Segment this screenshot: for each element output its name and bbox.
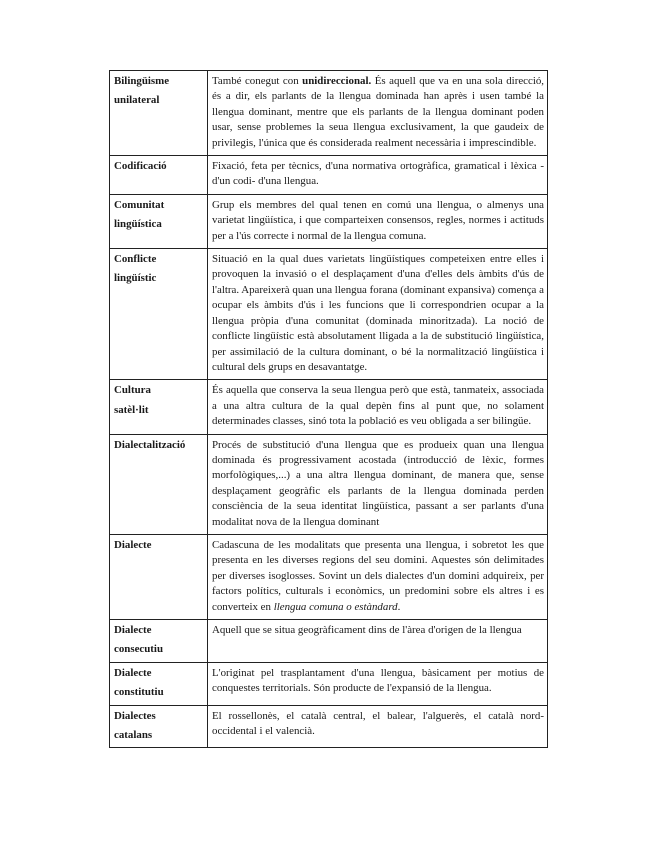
glossary-definition [208,620,548,663]
glossary-term [110,662,208,705]
definition-text: Fixació, feta per tècnics, d'una normativa ortogràfica, gramatical i lèxica -d'un codi- d'una llengua. [212,160,544,188]
glossary-term [110,534,208,619]
definition-text: És aquella que conserva la seua llengua però que està, tanmateix, associada a una altra cultura de la qual depèn fins al punt que, no solament determinades classes, sinó tota la població es veu obligada a ser bilingüe. [212,384,544,428]
definition-text: El rossellonès, el català central, el balear, l'alguerès, el català nord-occidental i el valencià. [212,709,544,738]
glossary-definition [208,434,548,534]
glossary-row [110,249,548,380]
term-line: Dialecte [114,666,152,679]
glossary-body [110,71,548,748]
glossary-row [110,705,548,748]
term-line: Dialecte [114,538,152,551]
glossary-term [110,156,208,195]
glossary-row [110,662,548,705]
definition-text: Grup els membres del qual tenen en comú una llengua, o almenys una varietat lingüística, i que comparteixen consensos, regles, normes i actituds per a l'ús correcte i normal de la llengua comuna. [212,198,544,242]
term-line: catalans [114,729,153,742]
glossary-term [110,380,208,434]
definition-text: També conegut con [212,75,303,87]
definition-text: Aquell que se situa geogràficament dins de l'àrea d'origen de la llengua [212,624,522,636]
glossary-row [110,434,548,534]
definition-text: . [397,600,401,613]
glossary-term [110,194,208,248]
glossary-term [110,71,208,156]
glossary-definition [208,662,548,705]
term-line: constitutiu [114,686,164,699]
glossary-term [110,434,208,534]
glossary-definition [208,705,548,748]
term-line: Bilingüisme [114,75,170,87]
glossary-row [110,156,548,195]
definition-text: L'originat pel trasplantament d'una llengua, bàsicament per motius de conquestes territorials. Són producte de l'expansió de la llengua. [212,666,544,695]
definition-text: Situació en la qual dues varietats lingüístiques competeixen entre elles i provoquen la invasió o el desplaçament d'una d'elles dels àmbits d'ús de l'altra. Apareixerà quan una llengua forana (dominant expansiva) comença a ocupar els àmbits d'ús i les funcions que li correspondrien ocupar a la llengua pròpia d'una comunitat (dominada minoritzada). La noció de conflicte lingüístic està absolutament lligada a la de substitució lingüística, per assimilació de la cultura dominant, o bé la normalització lingüística i cultural dels grups en desavantatge. [212,253,544,373]
glossary-definition [208,71,548,156]
glossary-row [110,620,548,663]
term-line: Codificació [114,160,167,173]
term-line: Dialectalització [114,438,186,451]
definition-italic: llengua comuna o estàndard [273,600,398,613]
definition-text: És aquell que va en una sola direcció, és a dir, els parlants de la llengua dominada han après i usen també la llengua dominant, mentre que els parlants de la llengua dominant poden usar, sense problemes la seua llengua exclusivament, la que gaudeix de privilegis, l'única que és considerada realment necessària i imprescindible. [212,75,545,149]
glossary-definition [208,534,548,619]
glossary-row [110,380,548,434]
glossary-row [110,194,548,248]
definition-text: Procés de substitució d'una llengua que es produeix quan una llengua dominada és progressivament acostada (introducció de lèxic, formes morfològiques,...) a una altra llengua dominant, de manera que, sense desplaçament geogràfic els parlants de la llengua dominada perden consciència de la seua identitat lingüística, passant a ser parlants d'una modalitat nova de la llengua dominant [212,438,544,528]
term-line: Comunitat [114,198,165,211]
term-line: satèl·lit [114,403,149,416]
glossary-row [110,71,548,156]
glossary-row [110,534,548,619]
term-line: unilateral [114,94,160,107]
term-line: Dialecte [114,624,152,636]
glossary-definition [208,249,548,380]
glossary-definition [208,194,548,248]
term-line: Dialectes [114,709,156,722]
glossary-term [110,249,208,380]
definition-emphasis: unidireccional. [302,75,372,87]
glossary-term [110,620,208,663]
term-line: lingüístic [114,272,157,285]
term-line: lingüística [114,218,162,231]
definition-text: Cadascuna de les modalitats que presenta una llengua, i sobretot les que presenta en les diverses regions del seu domini. Aquestes són delimitades per diverses isoglosses. Sovint un dels dialectes d'un domini adquireix, per factors polítics, culturals i econòmics, un predomini sobre els altres i es converteix en [212,538,544,613]
glossary-table [109,70,548,748]
glossary-definition [208,380,548,434]
term-line: Cultura [114,384,151,397]
term-line: Conflicte [114,253,157,266]
glossary-definition [208,156,548,195]
term-line: consecutiu [114,643,164,656]
glossary-term [110,705,208,748]
